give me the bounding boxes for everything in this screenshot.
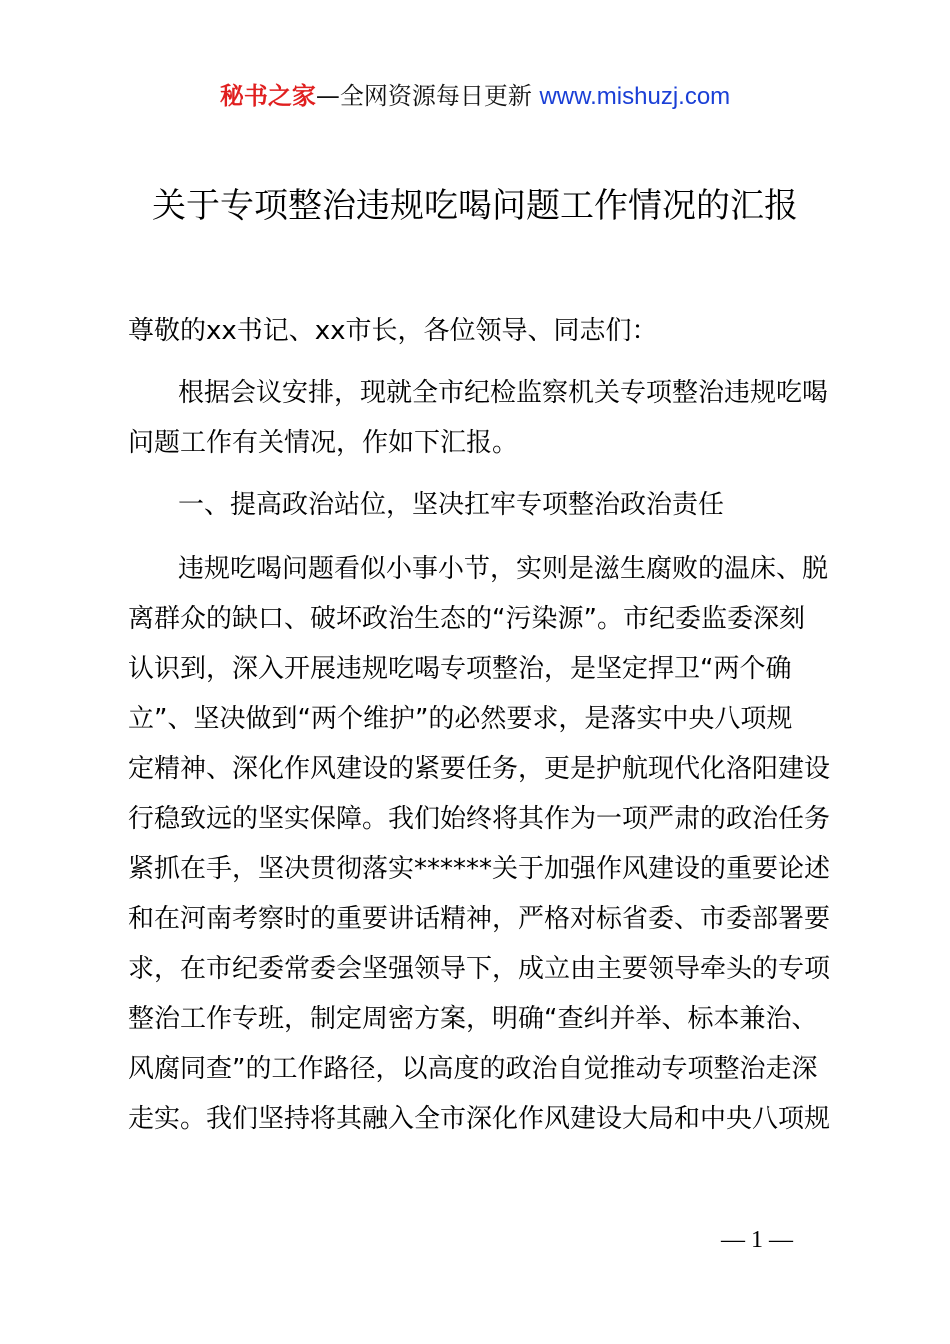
paragraph-line: 立”、坚决做到“两个维护”的必然要求，是落实中央八项规 [128,704,793,734]
brand-name: 秘书之家 [219,82,316,110]
paragraph-line: 问题工作有关情况，作如下汇报。 [128,428,519,458]
section-heading: 一、提高政治站位，坚决扛牢专项整治政治责任 [178,490,725,520]
salutation: 尊敬的xx书记、xx市长，各位领导、同志们： [128,316,658,346]
page-number: — 1 — [721,1227,793,1253]
paragraph-line: 风腐同查”的工作路径，以高度的政治自觉推动专项整治走深 [128,1054,818,1084]
paragraph-line: 求，在市纪委常委会坚强领导下，成立由主要领导牵头的专项 [128,954,831,984]
document-title: 关于专项整治违规吃喝问题工作情况的汇报 [152,186,798,226]
paragraph-line: 行稳致远的坚实保障。我们始终将其作为一项严肃的政治任务 [128,804,831,834]
header-slogan: —全网资源每日更新 [315,82,532,110]
paragraph-line: 紧抓在手，坚决贯彻落实******关于加强作风建设的重要论述 [128,854,831,884]
paragraph-line: 定精神、深化作风建设的紧要任务，更是护航现代化洛阳建设 [128,754,831,784]
paragraph-line: 违规吃喝问题看似小事小节，实则是滋生腐败的温床、脱 [178,554,829,584]
paragraph-line: 根据会议安排，现就全市纪检监察机关专项整治违规吃喝 [178,378,829,408]
paragraph-line: 认识到，深入开展违规吃喝专项整治，是坚定捍卫“两个确 [128,654,792,684]
site-header [0,80,950,113]
site-url[interactable]: www.mishuzj.com [539,83,731,110]
paragraph-line: 整治工作专班，制定周密方案，明确“查纠并举、标本兼治、 [128,1004,818,1034]
paragraph-line: 离群众的缺口、破坏政治生态的“污染源”。市纪委监委深刻 [128,604,805,634]
paragraph-line: 和在河南考察时的重要讲话精神，严格对标省委、市委部署要 [128,904,831,934]
paragraph-line: 走实。我们坚持将其融入全市深化作风建设大局和中央八项规 [128,1104,831,1134]
